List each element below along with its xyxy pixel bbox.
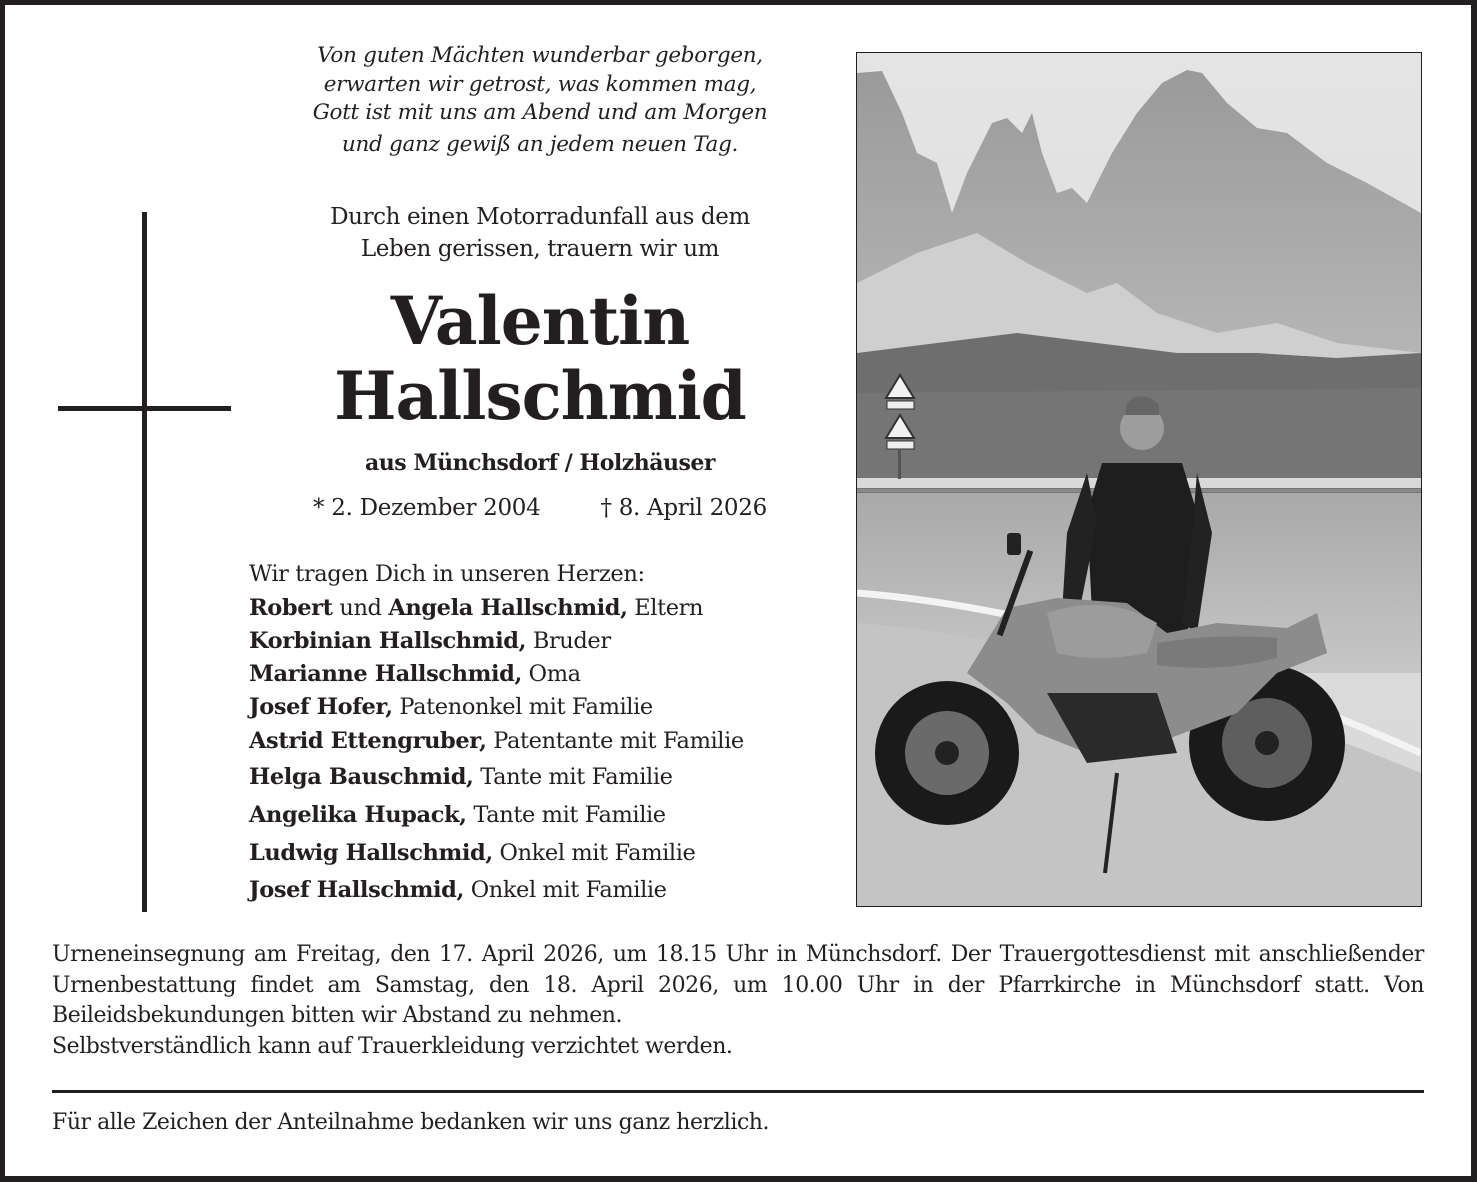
last-name: Hallschmid [334,357,746,435]
mourner-name: Angela Hallschmid, [388,595,628,621]
intro-line: Durch einen Motorradunfall aus dem [330,204,750,230]
mourner-name: Ludwig Hallschmid, [249,840,493,866]
mourner-relation: Patenonkel mit Familie [392,694,653,720]
mourner-name: Josef Hallschmid, [249,877,464,903]
mourner-relation: Onkel mit Familie [463,877,667,903]
mourner-relation: Onkel mit Familie [492,840,696,866]
mourner-name: Angelika Hupack, [249,802,467,828]
service-details [52,940,1424,1062]
divider-line [52,1090,1424,1093]
death-date: † 8. April 2026 [600,495,767,521]
cross-icon-vertical-bar [142,212,147,912]
mourner-entry [249,691,744,724]
mourner-entry [249,724,744,758]
mourner-entry [249,592,744,624]
mourner-name: Josef Hofer, [249,694,393,720]
mourner-name: Robert [249,595,333,621]
thanks-message: Für alle Zeichen der Anteilnahme bedanken wir uns ganz herzlich. [52,1110,770,1135]
intro-line: Leben gerissen, trauern wir um [360,236,720,262]
poem-line: und ganz gewiß an jedem neuen Tag. [341,131,739,157]
obituary-notice [5,5,1471,1176]
mourner-relation: Patentante mit Familie [486,728,744,754]
mourner-relation: Eltern [627,595,704,621]
memorial-photo [856,52,1422,907]
intro-text [250,201,830,265]
mourner-entry [249,658,744,691]
mourner-name: Astrid Ettengruber, [249,728,487,754]
mourners-list [249,592,744,909]
photo-mountain-motorcycle [857,53,1421,906]
life-dates [250,492,830,524]
origin-place: aus Münchsdorf / Holzhäuser [365,450,715,476]
first-name: Valentin [390,282,690,360]
mourner-name: Marianne Hallschmid, [249,661,522,687]
service-paragraph: Urneneinsegnung am Freitag, den 17. April 2026, um 18.15 Uhr in Münchsdorf. Der Trauergottesdienst mit anschließender Urnenbestattung findet am Samstag, den 18. April 2026, um 10.00 Uhr in der Pfarrkirche in Münchsdorf statt. Von Beileidsbekundungen bitten wir Abstand zu nehmen. [52,942,1424,1028]
mourner-entry [249,834,744,872]
poem-line: erwarten wir getrost, was kommen mag, [323,71,757,97]
mourner-relation: Tante mit Familie [473,764,673,790]
birth-date: * 2. Dezember 2004 [313,495,541,521]
mourner-entry [249,872,744,909]
mourner-relation: und [332,595,389,621]
mourner-relation: Oma [521,661,581,687]
poem-line: Gott ist mit uns am Abend und am Morgen [312,100,768,125]
mourner-name: Helga Bauschmid, [249,764,474,790]
poem-line: Von guten Mächten wunderbar geborgen, [317,43,763,68]
dress-code-note: Selbstverständlich kann auf Trauerkleidung verzichtet werden. [52,1033,733,1059]
mourner-entry [249,624,744,658]
mourner-entry [249,758,744,796]
poem-verse [250,42,830,159]
cross-icon-horizontal-bar [58,406,231,411]
mourner-name: Korbinian Hallschmid, [249,628,527,654]
deceased-name [250,284,830,434]
mourner-relation: Tante mit Familie [466,802,666,828]
mourners-heading: Wir tragen Dich in unseren Herzen: [249,561,645,587]
mourner-entry [249,796,744,834]
mourner-relation: Bruder [526,628,611,654]
